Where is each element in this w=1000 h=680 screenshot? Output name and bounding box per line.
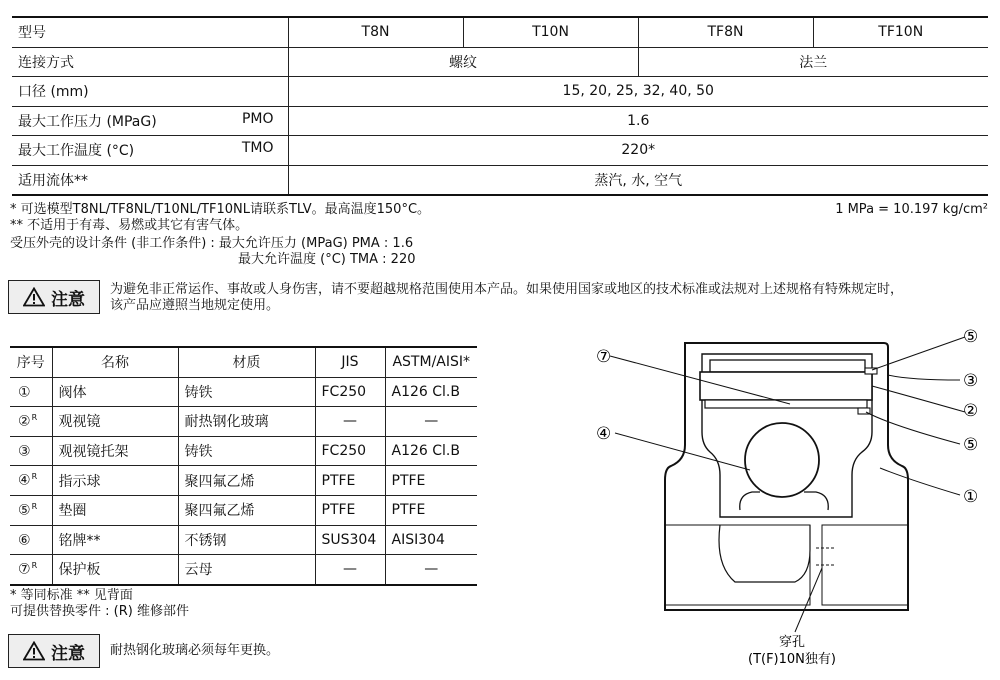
caution-label: 注意 <box>51 643 85 664</box>
parts-header: 材质 <box>178 347 315 377</box>
part-material: 铸铁 <box>178 377 315 407</box>
spec-header-label: 型号 <box>12 17 288 47</box>
part-material: 聚四氟乙烯 <box>178 466 315 496</box>
part-material: 云母 <box>178 555 315 585</box>
spec-value: 1.6 <box>288 106 988 136</box>
spec-value: 220* <box>288 136 988 166</box>
caution-text-line: 为避免非正常运作、事故或人身伤害，请不要超越规格范围使用本产品。如果使用国家或地区的技术标准或法规对上述规格有特殊规定时， <box>110 282 904 297</box>
part-name: 保护板 <box>52 555 178 585</box>
spec-row-pmo <box>12 106 988 136</box>
note-fluids: ** 不适用于有毒、易燃或其它有害气体。 <box>10 218 249 233</box>
part-name: 垫圈 <box>52 495 178 525</box>
parts-row <box>10 407 477 437</box>
part-jis: — <box>315 555 385 585</box>
model-t10n: T10N <box>463 17 638 47</box>
parts-row <box>10 555 477 585</box>
part-material: 耐热钢化玻璃 <box>178 407 315 437</box>
caution-badge-2 <box>8 634 100 668</box>
part-number-cell <box>10 466 52 496</box>
parts-row <box>10 525 477 555</box>
part-astm: — <box>385 407 477 437</box>
part-number-cell <box>10 377 52 407</box>
spec-row-tmo <box>12 136 988 166</box>
part-jis: FC250 <box>315 377 385 407</box>
spec-label: 口径 (mm) <box>12 77 288 107</box>
part-jis: SUS304 <box>315 525 385 555</box>
callout-7: ⑦ <box>596 347 612 367</box>
sight-glass-section-diagram <box>590 320 995 670</box>
part-jis: PTFE <box>315 495 385 525</box>
glass-bracket <box>710 360 865 372</box>
replacement-mark: R <box>31 501 38 511</box>
model-tf10n: TF10N <box>813 17 988 47</box>
callout-5a: ⑤ <box>963 327 979 347</box>
part-name: 铭牌** <box>52 525 178 555</box>
parts-header: ASTM/AISI* <box>385 347 477 377</box>
part-jis: — <box>315 407 385 437</box>
part-material: 聚四氟乙烯 <box>178 495 315 525</box>
indicator-ball <box>745 423 819 497</box>
part-name: 观视镜 <box>52 407 178 437</box>
part-astm: — <box>385 555 477 585</box>
spec-value: 15, 20, 25, 32, 40, 50 <box>288 77 988 107</box>
parts-row <box>10 377 477 407</box>
spec-value: 法兰 <box>638 47 988 77</box>
part-number: ④ <box>18 473 31 489</box>
part-number: ⑤ <box>18 502 31 519</box>
model-tf8n: TF8N <box>638 17 813 47</box>
warning-icon <box>23 287 45 307</box>
parts-row <box>10 466 477 496</box>
parts-header-row <box>10 347 477 377</box>
parts-note-replacement: 可提供替换零件 : (R) 维修部件 <box>10 604 189 619</box>
replacement-mark: R <box>31 561 38 571</box>
parts-table <box>10 346 477 586</box>
part-astm: PTFE <box>385 466 477 496</box>
part-number-cell <box>10 436 52 466</box>
part-number-cell <box>10 495 52 525</box>
part-name: 指示球 <box>52 466 178 496</box>
part-number-cell <box>10 555 52 585</box>
part-astm: A126 Cl.B <box>385 436 477 466</box>
spec-row-fluid <box>12 165 988 195</box>
callout-1: ① <box>963 487 979 507</box>
part-number-cell <box>10 525 52 555</box>
callout-2: ② <box>963 401 979 421</box>
spec-row-connection <box>12 47 988 77</box>
note-design-temperature: 最大允许温度 (°C) TMA : 220 <box>238 252 416 267</box>
parts-header: 名称 <box>52 347 178 377</box>
part-material: 不锈钢 <box>178 525 315 555</box>
note-optional-models: * 可选模型T8NL/TF8NL/T10NL/TF10NL请联系TLV。最高温度150°C。 <box>10 202 431 217</box>
protection-plate <box>705 400 867 408</box>
parts-row <box>10 436 477 466</box>
hole-label: 穿孔 <box>778 635 806 650</box>
spec-value: 螺纹 <box>288 47 638 77</box>
caution-text-line: 该产品应遵照当地规定使用。 <box>110 298 280 313</box>
part-number: ⑦ <box>18 561 31 578</box>
callout-5b: ⑤ <box>963 435 979 455</box>
model-t8n: T8N <box>288 17 463 47</box>
parts-row <box>10 495 477 525</box>
caution-badge <box>8 280 100 314</box>
callout-4: ④ <box>596 424 612 444</box>
spec-value: 蒸汽, 水, 空气 <box>288 165 988 195</box>
parts-header: JIS <box>315 347 385 377</box>
spec-label: 最大工作压力 (MPaG) <box>18 113 157 130</box>
part-number: ① <box>18 384 31 401</box>
part-jis: PTFE <box>315 466 385 496</box>
caution-text <box>110 282 903 314</box>
callout-3: ③ <box>963 371 979 391</box>
parts-note-standards: * 等同标准 ** 见背面 <box>10 588 133 603</box>
part-astm: A126 Cl.B <box>385 377 477 407</box>
spec-label-cell <box>12 106 288 136</box>
part-number: ⑥ <box>18 532 31 549</box>
spec-header-row <box>12 17 988 47</box>
part-number: ③ <box>18 443 31 460</box>
caution-text-glass: 耐热钢化玻璃必须每年更换。 <box>110 643 280 658</box>
sight-glass <box>700 372 872 400</box>
caution-label: 注意 <box>51 289 85 310</box>
hole-note: (T(F)10N独有) <box>748 652 836 667</box>
spec-code: TMO <box>241 140 274 157</box>
parts-header: 序号 <box>10 347 52 377</box>
spec-label: 最大工作温度 (°C) <box>18 143 135 160</box>
note-design-pressure: 受压外壳的设计条件 (非工作条件) : 最大允许压力 (MPaG) PMA : 1.6 <box>10 236 414 251</box>
spec-label-cell <box>12 136 288 166</box>
part-jis: FC250 <box>315 436 385 466</box>
warning-icon <box>23 641 45 661</box>
spec-label: 适用流体** <box>12 165 288 195</box>
replacement-mark: R <box>31 472 38 482</box>
part-number-cell <box>10 407 52 437</box>
spec-table <box>12 16 988 196</box>
spec-label: 连接方式 <box>12 47 288 77</box>
part-name: 阀体 <box>52 377 178 407</box>
spec-row-size <box>12 77 988 107</box>
part-astm: PTFE <box>385 495 477 525</box>
spec-code: PMO <box>241 110 274 127</box>
leader-3 <box>888 375 960 380</box>
part-name: 观视镜托架 <box>52 436 178 466</box>
unit-conversion: 1 MPa = 10.197 kg/cm² <box>835 202 988 217</box>
part-material: 铸铁 <box>178 436 315 466</box>
part-number: ② <box>18 413 31 430</box>
part-astm: AISI304 <box>385 525 477 555</box>
replacement-mark: R <box>31 413 38 423</box>
